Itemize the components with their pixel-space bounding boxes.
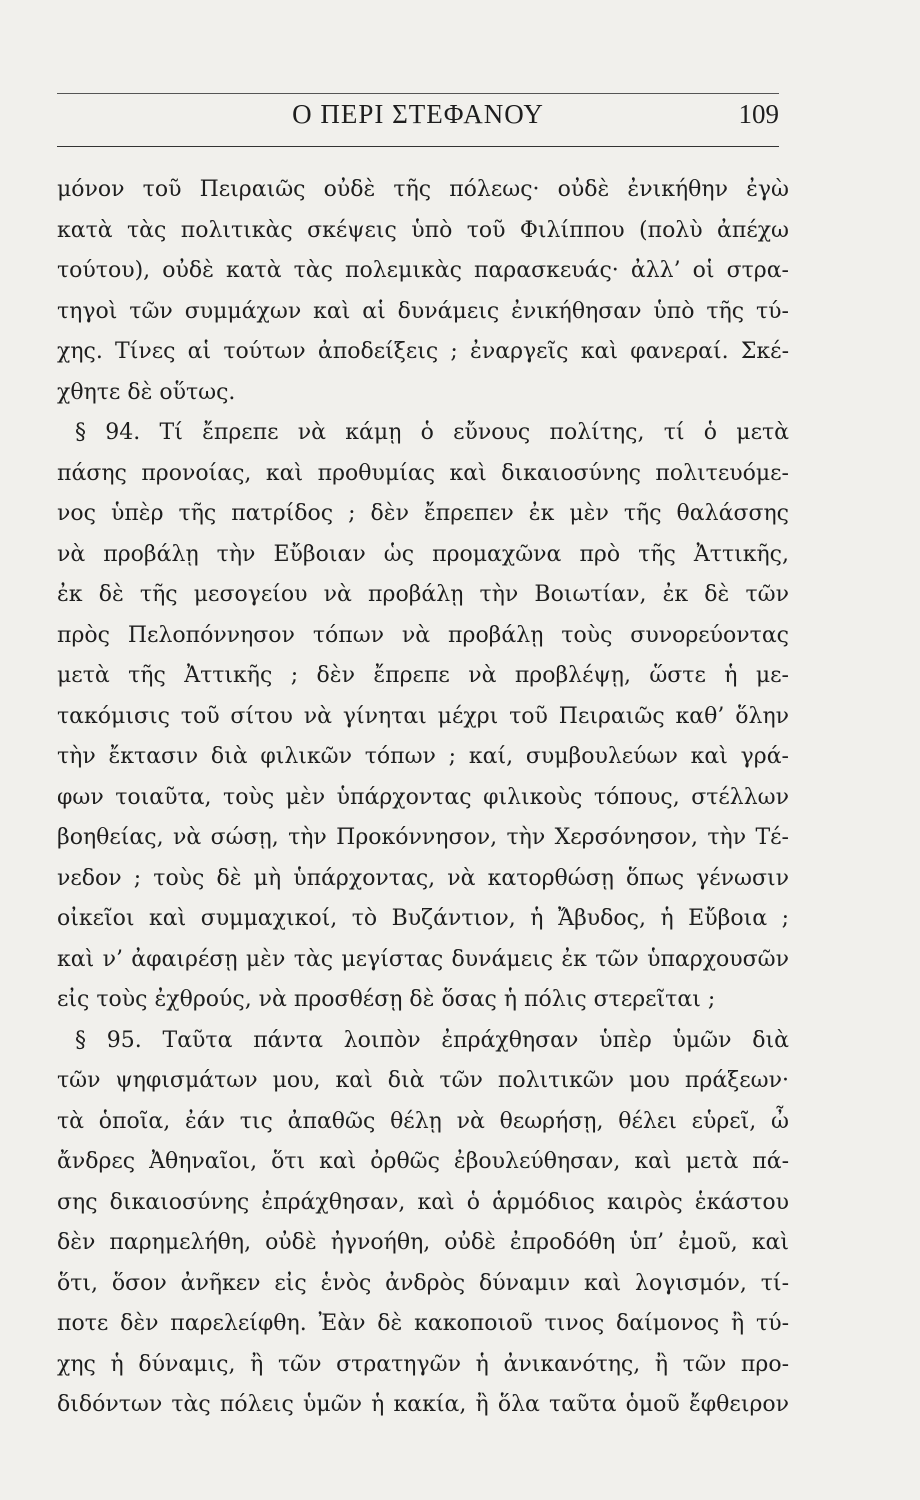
text-line: νος ὑπὲρ τῆς πατρίδος ; δὲν ἔπρεπεν ἐκ μὲν τῆς θαλάσσης	[57, 501, 789, 526]
text-line: μετὰ τῆς Ἀττικῆς ; δὲν ἔπρεπε νὰ προβλέψῃ, ὥστε ἡ με-	[57, 663, 789, 688]
text-line: χθητε δὲ οὕτως.	[57, 379, 236, 405]
text-line: εἰς τοὺς ἐχθρούς, νὰ προσθέσῃ δὲ ὅσας ἡ πόλις στερεῖται ;	[57, 987, 716, 1012]
text-line: ποτε δὲν παρελείφθη. Ἐὰν δὲ κακοποιοῦ τινος δαίμονος ἢ τύ-	[57, 1311, 789, 1336]
section-heading-line: § 95. Ταῦτα πάντα λοιπὸν ἐπράχθησαν ὑπὲρ ὑμῶν διὰ	[75, 1027, 789, 1053]
text-line: διδόντων τὰς πόλεις ὑμῶν ἡ κακία, ἢ ὅλα ταῦτα ὁμοῦ ἔφθειρον	[57, 1392, 789, 1417]
text-line: πάσης προνοίας, καὶ προθυμίας καὶ δικαιοσύνης πολιτευόμε-	[57, 460, 789, 486]
text-line: μόνον τοῦ Πειραιῶς οὐδὲ τῆς πόλεως· οὐδὲ ἐνικήθην ἐγὼ	[57, 177, 789, 202]
text-line: οἰκεῖοι καὶ συμμαχικοί, τὸ Βυζάντιον, ἡ Ἄβυδος, ἡ Εὔβοια ;	[57, 906, 789, 931]
text-line: νεδον ; τοὺς δὲ μὴ ὑπάρχοντας, νὰ κατορθώσῃ ὅπως γένωσιν	[57, 865, 789, 891]
body-text	[57, 170, 789, 1426]
text-line: τούτου), οὐδὲ κατὰ τὰς πολεμικὰς παρασκευάς· ἀλλ’ οἱ στρα-	[57, 258, 789, 283]
text-line: ὅτι, ὅσον ἀνῆκεν εἰς ἑνὸς ἀνδρὸς δύναμιν καὶ λογισμόν, τί-	[57, 1270, 789, 1296]
text-line: πρὸς Πελοπόννησον τόπων νὰ προβάλῃ τοὺς συνορεύοντας	[57, 622, 789, 648]
text-line: τὴν ἔκτασιν διὰ φιλικῶν τόπων ; καί, συμβουλεύων καὶ γρά-	[57, 744, 789, 769]
text-line: τακόμισις τοῦ σίτου νὰ γίνηται μέχρι τοῦ Πειραιῶς καθ’ ὅλην	[57, 703, 789, 729]
header-rule	[57, 146, 779, 147]
text-line: κατὰ τὰς πολιτικὰς σκέψεις ὑπὸ τοῦ Φιλίππου (πολὺ ἀπέχω	[57, 217, 789, 243]
text-line: δὲν παρημελήθη, οὐδὲ ἠγνοήθη, οὐδὲ ἐπροδόθη ὑπ’ ἐμοῦ, καὶ	[57, 1230, 789, 1255]
text-line: ἄνδρες Ἀθηναῖοι, ὅτι καὶ ὀρθῶς ἐβουλεύθησαν, καὶ μετὰ πά-	[57, 1149, 789, 1174]
text-line: φων τοιαῦτα, τοὺς μὲν ὑπάρχοντας φιλικοὺς τόπους, στέλλων	[57, 784, 789, 810]
text-line: τὰ ὁποῖα, ἐάν τις ἀπαθῶς θέλῃ νὰ θεωρήσῃ, θέλει εὑρεῖ, ὦ	[57, 1108, 789, 1134]
page-number: 109	[738, 99, 779, 129]
text-line: σης δικαιοσύνης ἐπράχθησαν, καὶ ὁ ἁρμόδιος καιρὸς ἑκάστου	[57, 1189, 789, 1215]
running-title: Ο ΠΕΡΙ ΣΤΕΦΑΝΟΥ	[292, 99, 544, 129]
text-line: βοηθείας, νὰ σώσῃ, τὴν Προκόννησον, τὴν Χερσόνησον, τὴν Τέ-	[57, 825, 789, 850]
text-line: τηγοὶ τῶν συμμάχων καὶ αἱ δυνάμεις ἐνικήθησαν ὑπὸ τῆς τύ-	[57, 298, 789, 324]
text-line: νὰ προβάλῃ τὴν Εὔβοιαν ὡς προμαχῶνα πρὸ τῆς Ἀττικῆς,	[57, 541, 789, 567]
running-head	[57, 99, 779, 143]
text-line: τῶν ψηφισμάτων μου, καὶ διὰ τῶν πολιτικῶν μου πράξεων·	[57, 1068, 789, 1093]
section-heading-line: § 94. Τί ἔπρεπε νὰ κάμῃ ὁ εὔνους πολίτης, τί ὁ μετὰ	[75, 420, 789, 445]
text-line: ἐκ δὲ τῆς μεσογείου νὰ προβάλῃ τὴν Βοιωτίαν, ἐκ δὲ τῶν	[57, 582, 789, 607]
top-rule	[57, 93, 779, 94]
text-line: καὶ ν’ ἀφαιρέσῃ μὲν τὰς μεγίστας δυνάμεις ἐκ τῶν ὑπαρχουσῶν	[57, 946, 789, 972]
text-line: χης ἡ δύναμις, ἢ τῶν στρατηγῶν ἡ ἀνικανότης, ἢ τῶν προ-	[57, 1351, 789, 1377]
text-line: χης. Τίνες αἱ τούτων ἀποδείξεις ; ἐναργεῖς καὶ φανεραί. Σκέ-	[57, 339, 789, 364]
